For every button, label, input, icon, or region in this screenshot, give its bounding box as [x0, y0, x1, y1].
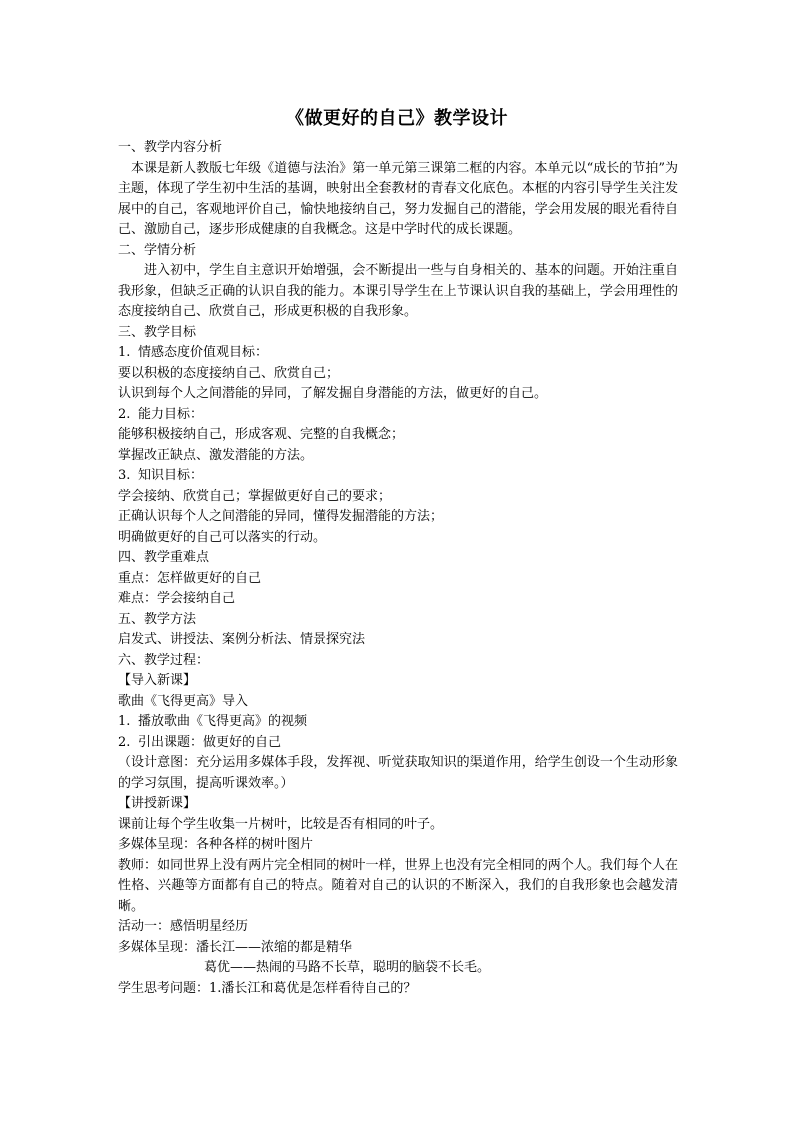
paragraph-text: 明确做更好的自己可以落实的行动。: [118, 529, 327, 545]
document-title: 《做更好的自己》教学设计: [286, 108, 508, 129]
paragraph-text: 四、教学重难点: [118, 550, 210, 565]
paragraph: [118, 405, 678, 426]
paragraph-text: 课前让每个学生收集一片树叶，比较是否有相同的叶子。: [118, 816, 444, 832]
paragraph-text: 难点：学会接纳自己: [118, 591, 236, 606]
paragraph: [118, 610, 678, 631]
paragraph: [118, 630, 678, 651]
paragraph-text: 多媒体呈现：各种各样的树叶图片: [118, 837, 314, 852]
paragraph: [118, 466, 678, 487]
paragraph: [118, 856, 678, 918]
paragraph-text: 【导入新课】: [118, 673, 197, 688]
paragraph: [118, 979, 678, 1000]
paragraph: [118, 815, 678, 836]
paragraph: [118, 671, 678, 692]
paragraph: [118, 507, 678, 528]
paragraph-text: 【讲授新课】: [118, 796, 197, 811]
paragraph: [118, 712, 678, 733]
paragraph: [118, 548, 678, 569]
paragraph-text: 学生思考问题：1.潘长江和葛优是怎样看待自己的？: [118, 980, 417, 996]
list-number: 2.: [118, 406, 131, 422]
paragraph-text: 二、学情分析: [118, 242, 197, 258]
paragraph-text: 学会接纳、欣赏自己；掌握做更好自己的要求；: [118, 488, 392, 504]
paragraph: [118, 446, 678, 467]
paragraph-text: 能力目标：: [138, 406, 204, 422]
paragraph-text: 葛优——热闹的马路不长草，聪明的脑袋不长毛。: [204, 960, 491, 975]
paragraph: [118, 384, 678, 405]
paragraph-text: 知识目标：: [138, 468, 204, 483]
paragraph-text: 进入初中，学生自主意识开始增强，会不断提出一些与自身相关的、基本的问题。开始注重自我形象，但缺乏正确的认识自我的能力。本课引导学生在上节课认识自我的基础上，学会用理性的态度接纳自己、欣赏自己，形成更积极的自我形象。: [118, 263, 678, 319]
paragraph: [118, 261, 678, 323]
paragraph: [118, 938, 678, 959]
paragraph-text: 掌握改正缺点、激发潜能的方法。: [118, 447, 314, 463]
paragraph-text: 认识到每个人之间潜能的异同，了解发掘自身潜能的方法，做更好的自己。: [118, 386, 548, 401]
list-number: 1.: [118, 714, 131, 729]
paragraph-text: 引出课题：做更好的自己: [138, 734, 282, 750]
paragraph: [118, 323, 678, 344]
paragraph-text: 启发式、讲授法、案例分析法、情景探究法: [118, 632, 366, 647]
paragraph: [118, 753, 678, 794]
paragraph: [118, 917, 678, 938]
paragraph: [118, 794, 678, 815]
paragraph: [118, 343, 678, 364]
list-number: 1.: [118, 345, 131, 360]
paragraph-text: 一、教学内容分析: [118, 140, 223, 155]
paragraph-text: 活动一：感悟明星经历: [118, 919, 249, 934]
paragraph-text: 正确认识每个人之间潜能的异同，懂得发掘潜能的方法；: [118, 509, 444, 524]
paragraph: [118, 692, 678, 713]
paragraph: [118, 364, 678, 385]
paragraph-text: （设计意图：充分运用多媒体手段，发挥视、听觉获取知识的渠道作用，给学生创设一个生动形象的学习氛围，提高听课效率。）: [118, 755, 678, 791]
paragraph: [118, 733, 678, 754]
paragraph: [118, 138, 678, 159]
paragraph: [118, 528, 678, 549]
paragraph-text: 教师：如同世界上没有两片完全相同的树叶一样，世界上也没有完全相同的两个人。我们每个人在性格、兴趣等方面都有自己的特点。随着对自己的认识的不断深入，我们的自我形象也会越发清晰。: [118, 857, 678, 914]
paragraph-text: 要以积极的态度接纳自己、欣赏自己；: [118, 365, 340, 381]
paragraph-text: 五、教学方法: [118, 611, 197, 627]
paragraph: [118, 241, 678, 262]
list-number: 3.: [118, 468, 131, 483]
paragraph: [118, 569, 678, 590]
paragraph-text: 重点：怎样做更好的自己: [118, 570, 262, 586]
paragraph: [118, 835, 678, 856]
paragraph: [118, 487, 678, 508]
paragraph-text: 歌曲《飞得更高》导入: [118, 693, 249, 709]
paragraph-text: 三、教学目标: [118, 324, 197, 340]
paragraph: [118, 159, 678, 241]
paragraph-text: 六、教学过程：: [118, 652, 210, 668]
paragraph-text: 能够积极接纳自己，形成客观、完整的自我概念；: [118, 427, 405, 442]
document-body: [118, 138, 678, 999]
list-number: 2.: [118, 734, 131, 750]
paragraph: [118, 425, 678, 446]
paragraph-text: 播放歌曲《飞得更高》的视频: [138, 714, 308, 729]
paragraph: [118, 651, 678, 672]
paragraph: [118, 589, 678, 610]
paragraph-text: 本课是新人教版七年级《道德与法治》第一单元第三课第二框的内容。本单元以“成长的节拍”为主题，体现了学生初中生活的基调，映射出全套教材的青春文化底色。本框的内容引导学生关注发展中的自己，客观地评价自己，愉快地接纳自己，努力发掘自己的潜能，学会用发展的眼光看待自己、激励自己，逐步形成健康的自我概念。这是中学时代的成长课题。: [118, 160, 678, 237]
paragraph-text: 多媒体呈现：潘长江——浓缩的都是精华: [118, 939, 353, 955]
paragraph-text: 情感态度价值观目标：: [138, 345, 269, 360]
paragraph: [118, 958, 678, 979]
